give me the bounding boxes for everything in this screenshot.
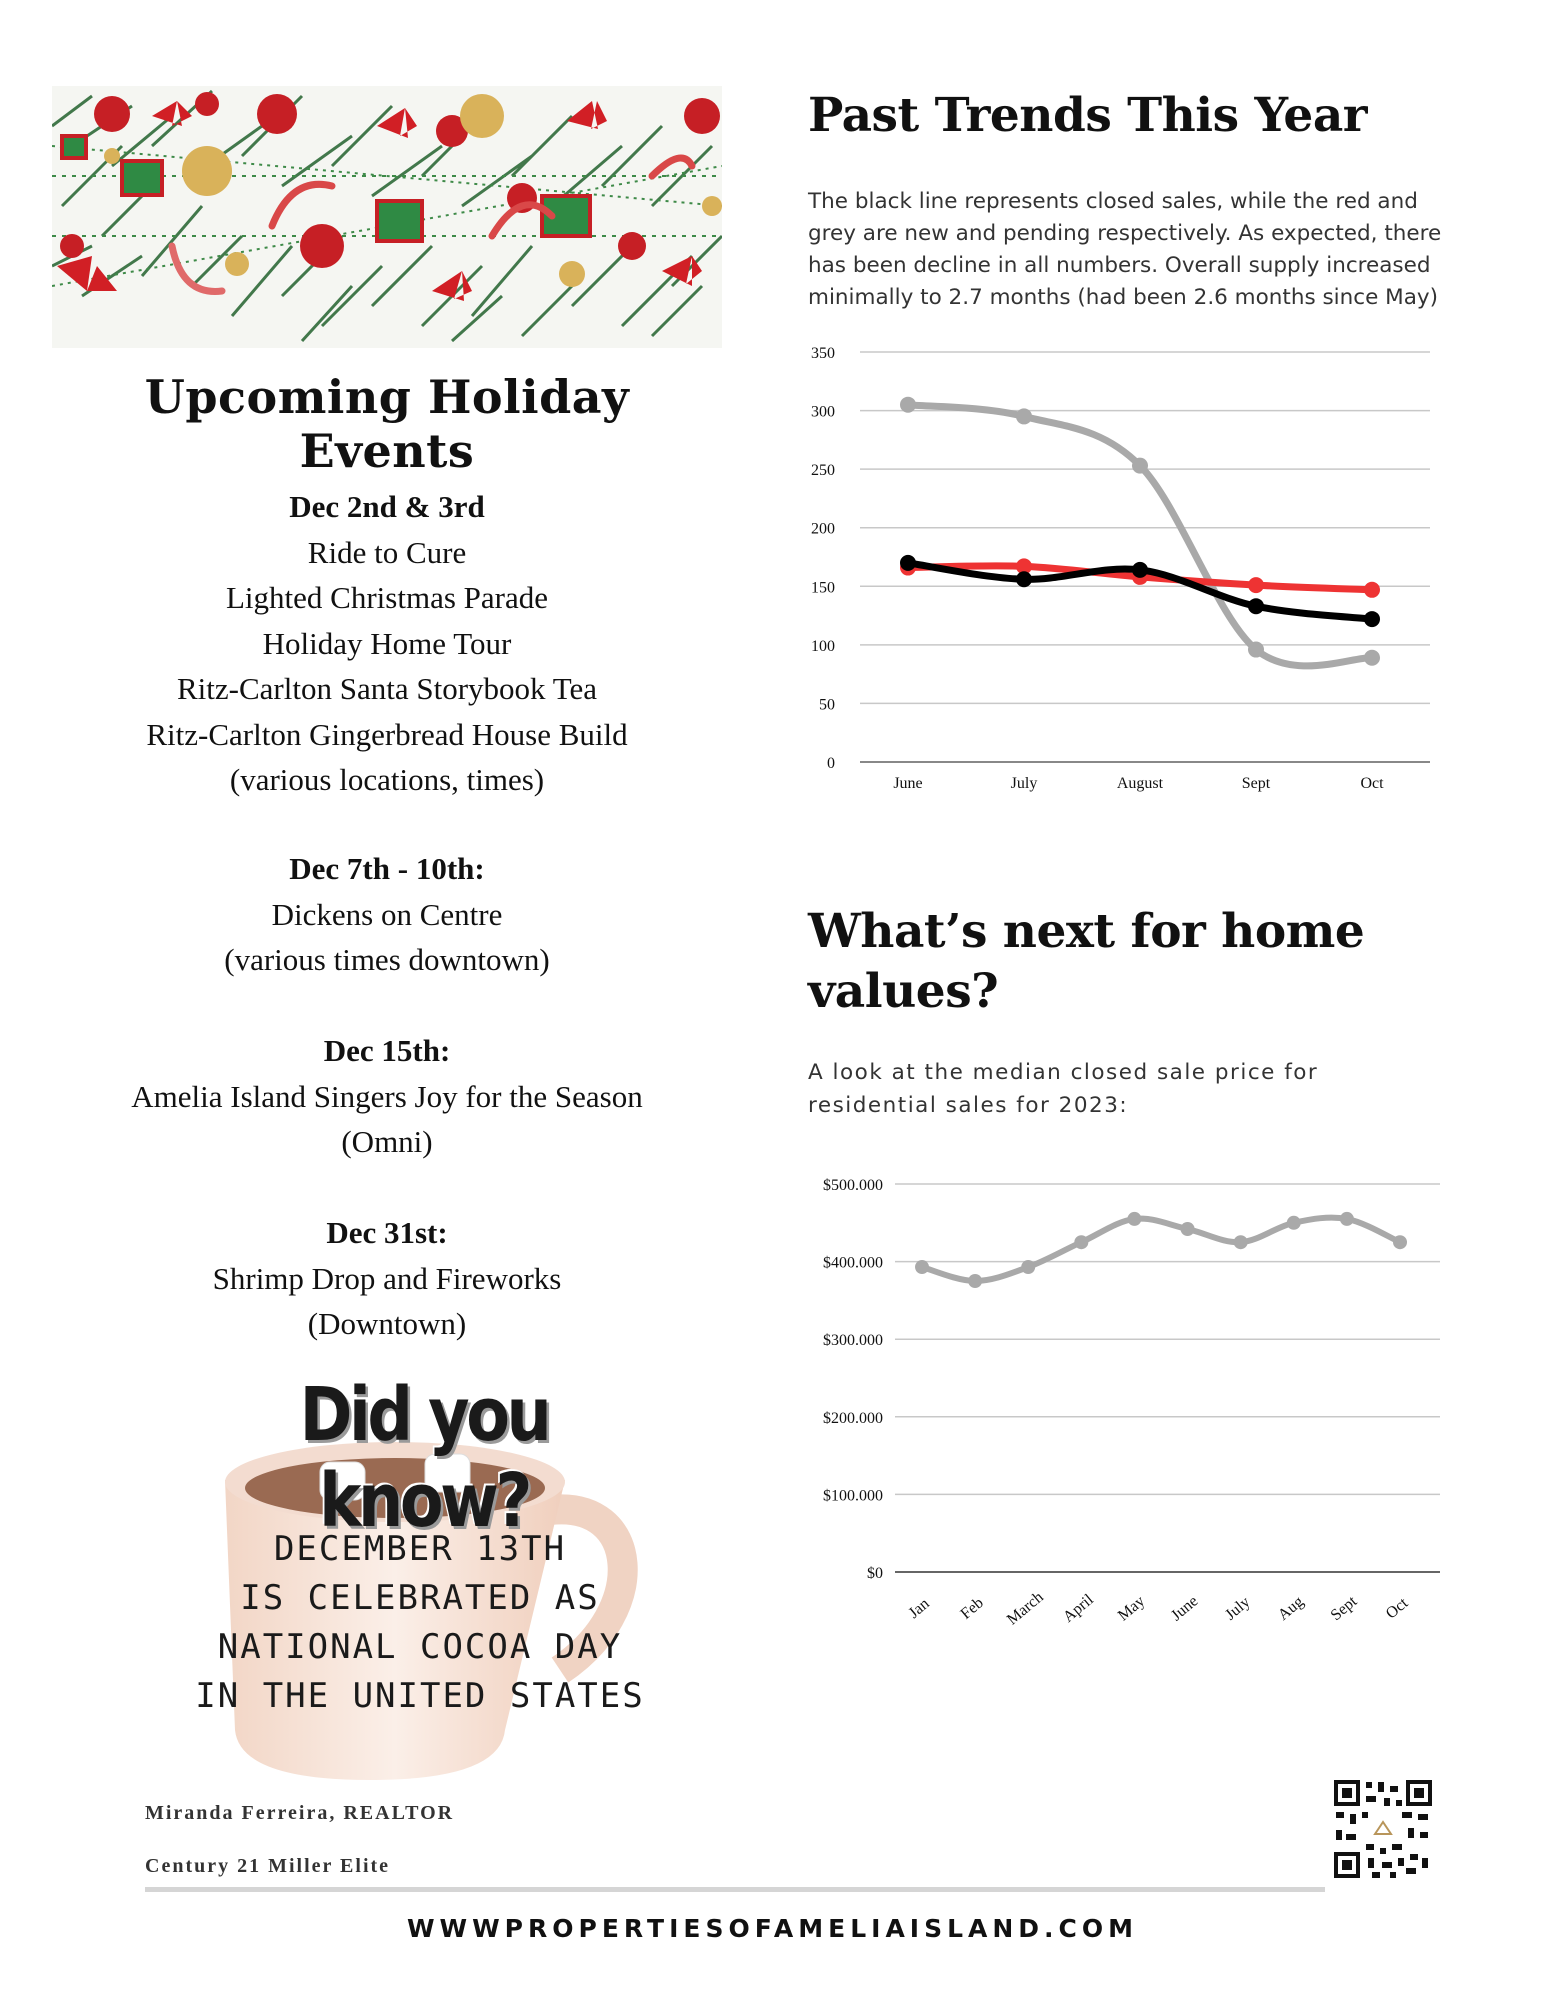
price-point bbox=[1234, 1235, 1248, 1249]
fact-line: DECEMBER 13TH bbox=[273, 1529, 567, 1569]
x-tick-label: Sept bbox=[1241, 775, 1271, 792]
price-point bbox=[1181, 1222, 1195, 1236]
event-item: (Omni) bbox=[341, 1124, 433, 1159]
price-point bbox=[1393, 1235, 1407, 1249]
x-tick-label: Jan bbox=[905, 1595, 933, 1622]
events-title: Upcoming Holiday Events bbox=[144, 370, 630, 478]
x-tick-label: Oct bbox=[1382, 1594, 1412, 1623]
y-tick-label: $100.000 bbox=[823, 1487, 883, 1505]
data-point-closed bbox=[1364, 611, 1380, 627]
y-tick-label: $500.000 bbox=[823, 1177, 883, 1194]
agent-brokerage: Century 21 Miller Elite bbox=[145, 1855, 391, 1877]
x-tick-label: May bbox=[1114, 1592, 1149, 1625]
qr-code-icon[interactable] bbox=[1332, 1778, 1434, 1880]
event-item: Shrimp Drop and Fireworks bbox=[212, 1260, 562, 1296]
event-date: Dec 15th: bbox=[323, 1033, 451, 1068]
price-point bbox=[968, 1274, 982, 1288]
data-point-closed bbox=[900, 555, 916, 571]
price-point bbox=[915, 1260, 929, 1274]
event-item: Ride to Cure bbox=[307, 534, 467, 570]
price-point bbox=[1287, 1216, 1301, 1230]
event-group-2 bbox=[52, 846, 722, 983]
data-point-closed bbox=[1248, 598, 1264, 614]
data-point-pending bbox=[900, 397, 916, 413]
y-tick-label: 350 bbox=[811, 345, 835, 362]
event-date: Dec 2nd & 3rd bbox=[289, 489, 485, 524]
x-tick-label: April bbox=[1060, 1591, 1097, 1626]
did-you-know-text bbox=[170, 1525, 670, 1721]
data-point-closed bbox=[1132, 562, 1148, 578]
trends-title: Past Trends This Year bbox=[808, 88, 1368, 143]
y-tick-label: $0 bbox=[867, 1565, 883, 1582]
y-tick-label: 250 bbox=[811, 462, 835, 480]
data-point-pending bbox=[1016, 408, 1032, 424]
data-point-new bbox=[1364, 582, 1380, 598]
price-point bbox=[1127, 1212, 1141, 1226]
event-item: Dickens on Centre bbox=[271, 896, 503, 932]
data-point-new bbox=[1248, 577, 1264, 593]
fact-line: NATIONAL COCOA DAY bbox=[217, 1627, 623, 1667]
x-tick-label: Feb bbox=[957, 1594, 987, 1623]
event-item: Ritz-Carlton Santa Storybook Tea bbox=[177, 671, 597, 706]
x-tick-label: Oct bbox=[1360, 775, 1384, 792]
event-group-3 bbox=[52, 1028, 722, 1165]
values-description: A look at the median closed sale price for residential sales for 2023: bbox=[808, 1060, 1319, 1118]
y-tick-label: 0 bbox=[827, 755, 835, 772]
x-tick-label: July bbox=[1010, 775, 1038, 792]
y-tick-label: 50 bbox=[819, 696, 835, 714]
x-tick-label: June bbox=[893, 775, 923, 792]
values-title: What’s next for home values? bbox=[808, 904, 1365, 1019]
data-point-pending bbox=[1132, 458, 1148, 474]
event-item: Ritz-Carlton Gingerbread House Build bbox=[146, 716, 628, 752]
event-item: (Downtown) bbox=[307, 1306, 467, 1341]
trends-description: The black line represents closed sales, while the red and grey are new and pending respectively. As expected, there has been decline in all numbers. Overall supply increased minimally to 2.7 months (had been 2.6 months since May) bbox=[808, 189, 1442, 310]
event-group-4 bbox=[52, 1210, 722, 1347]
event-item: Amelia Island Singers Joy for the Season bbox=[131, 1078, 643, 1114]
x-tick-label: August bbox=[1116, 775, 1164, 792]
fact-line: IS CELEBRATED AS bbox=[240, 1578, 600, 1618]
y-tick-label: $200.000 bbox=[823, 1409, 883, 1427]
event-item: Lighted Christmas Parade bbox=[226, 580, 548, 615]
y-tick-label: 100 bbox=[811, 637, 835, 655]
garland-illustration bbox=[52, 86, 722, 348]
data-point-pending bbox=[1248, 642, 1264, 658]
y-tick-label: 150 bbox=[811, 579, 835, 597]
event-group-1 bbox=[52, 484, 722, 803]
y-tick-label: $300.000 bbox=[823, 1332, 883, 1350]
x-tick-label: July bbox=[1222, 1593, 1254, 1624]
price-point bbox=[1340, 1212, 1354, 1226]
y-tick-label: 200 bbox=[811, 520, 835, 538]
series-line-pending bbox=[908, 405, 1372, 666]
x-tick-label: March bbox=[1003, 1588, 1047, 1629]
x-tick-label: Aug bbox=[1274, 1593, 1307, 1624]
did-you-know-title: Did you know? bbox=[299, 1372, 549, 1544]
fact-line: IN THE UNITED STATES bbox=[195, 1676, 645, 1716]
median-price-chart bbox=[790, 1160, 1470, 1660]
event-item: Holiday Home Tour bbox=[262, 625, 512, 661]
website-link[interactable]: WWWPROPERTIESOFAMELIAISLAND.COM bbox=[406, 1914, 1139, 1943]
data-point-closed bbox=[1016, 571, 1032, 587]
price-point bbox=[1074, 1235, 1088, 1249]
x-tick-label: Sept bbox=[1327, 1592, 1361, 1625]
sales-trend-chart bbox=[790, 330, 1450, 810]
event-item: (various locations, times) bbox=[229, 762, 545, 797]
footer-divider bbox=[145, 1887, 1325, 1892]
event-date: Dec 31st: bbox=[326, 1215, 448, 1250]
data-point-pending bbox=[1364, 650, 1380, 666]
agent-name: Miranda Ferreira, REALTOR bbox=[145, 1802, 455, 1824]
y-tick-label: $400.000 bbox=[823, 1254, 883, 1272]
price-point bbox=[1021, 1260, 1035, 1274]
x-tick-label: June bbox=[1167, 1592, 1202, 1625]
event-date: Dec 7th - 10th: bbox=[289, 851, 485, 886]
price-line bbox=[922, 1218, 1400, 1281]
event-item: (various times downtown) bbox=[224, 942, 550, 977]
christmas-garland-image bbox=[52, 86, 722, 348]
y-tick-label: 300 bbox=[811, 403, 835, 421]
